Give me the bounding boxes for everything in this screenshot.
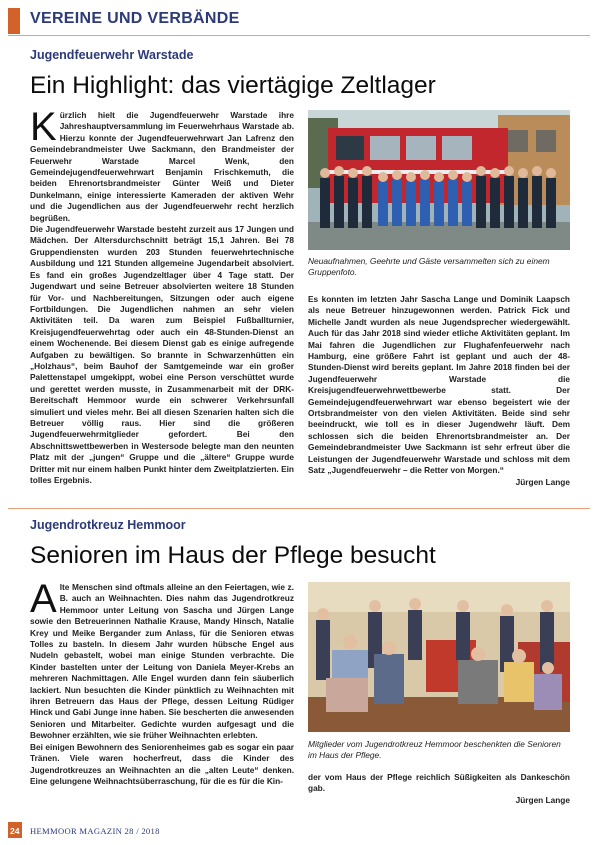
article2-dropcap: A	[30, 577, 57, 621]
article1-intro: ürzlich hielt die Jugendfeuerwehr Warstade ihre Jahreshauptversammlung im Feuerwehrhaus Warstade ab. Hierzu konnte der Jugendfeuerwehrwart Jan Lafrenz den Gemeindebrandmeister Uwe Sackmann, den Brandmeister der Feuerwehr Warstade Marcel Wenk, den Gemeindejugendfeuerwehrwart Benjamin Frischkemuth, die beiden Ehrenortsbrandmeister Günter Weiß und Dieter Dunkelmann, einige interessierte Kameraden der aktiven Wehr und die Jugendlichen aus der Jugendfeuerwehr recht herzlich begrüßen.	[30, 110, 294, 223]
article2-org: Jugendrotkreuz Hemmoor	[30, 518, 186, 532]
article1-author: Jürgen Lange	[515, 476, 570, 487]
page-number: 24	[10, 826, 20, 836]
article2-column-right	[308, 772, 570, 806]
article1-photo-caption: Neuaufnahmen, Geehrte und Gäste versammelten sich zu einem Gruppenfoto.	[308, 256, 550, 277]
article1-org: Jugendfeuerwehr Warstade	[30, 48, 194, 62]
article2-photo-caption: Mitglieder vom Jugendrotkreuz Hemmoor beschenkten die Senioren im Haus der Pflege.	[308, 739, 561, 760]
article2-intro: lte Menschen sind oftmals alleine an den Feiertagen, wie z. B. auch an Weihnachten. Dies nahm das Jugendrotkreuz Hemmoor unter Leitung von Sascha und Jürgen Lange sowie den Betreuerinnen Nathalie Krause, Mandy Hinsch, Natalie Krey und Meike Bergander zum Anlass, für die Senioren etwas Tolles zu basteln. In diesem Jahr wurden hübsche Engel aus Nudeln gebastelt, wobei man einige Stunden verbrachte. Die Kinder bastelten unter der Leitung von Daniela Meyer-Krebs an mehreren Nachmittagen. Alle Engel wurden dann fein säuberlich lackiert. Nun besuchten die Kinder pünktlich zu Weihnachten mit ihren Betreuern das Haus der Pflege, dessen Leitung Rüdiger Hinck und Gabi Junge inne haben. Sie bescherten die anwesenden Senioren und Mitarbeiter. Gedichte wurden aufgesagt und die Bewohner erzählten, wie sie früher Weihnachten erlebten.	[30, 582, 294, 741]
article2-continued: der vom Haus der Pflege reichlich Süßigkeiten als Dankeschön gab.	[308, 772, 570, 794]
magazine-footer: HEMMOOR MAGAZIN 28 / 2018	[30, 826, 160, 836]
article1-column-right	[308, 294, 570, 488]
article1-continued: Es konnten im letzten Jahr Sascha Lange und Dominik Laapsch als neue Betreuer hinzugewonnen werden. Patrick Fick und Michelle Jandt wurden als neue Jugendsprecher wiedergewählt. Auch für das Jahr 2018 sind wieder etliche Aktivitäten geplant. Im Mai fahren die Jugendlichen zur Flughafenfeuerwehr nach Hamburg, eine größere Fahrt ist geplant und auch der 48-Stunden-Dienst wird bereits geplant. Im Jahre 2018 finden bei der Jugendfeuerwehr Warstade die Kreisjugendfeuerwehrwettbewerbe statt. Der Gemeindejugendfeuerwehrwart war ebenso begeistert wie der Ortsbrandmeister von den vielen Aktivitäten. Beide sind sehr beeindruckt, wie toll es in dieser Jugendwehr läuft. Dem schlossen sich die beiden Ehrenortsbrandmeister an. Der Gemeindebrandmeister Uwe Sackmann ist sehr erfreut über die Leistungen der Jugendfeuerwehr Warstade und schloss mit dem Satz „Jugendfeuerwehr – die Retter von Morgen.“	[308, 294, 570, 476]
fire-department-group-photo	[308, 110, 570, 250]
article2-column-left	[30, 577, 294, 787]
header-accent-bar	[8, 8, 20, 34]
article1-column-left	[30, 105, 294, 486]
section-title: VEREINE UND VERBÄNDE	[30, 10, 240, 27]
article1-body: Die Jugendfeuerwehr Warstade besteht zurzeit aus 17 Jungen und Mädchen. Der Altersdurchschnitt beträgt 15,1 Jahren. Bei 78 Gruppendiensten wurden 203 Stunden feuerwehrtechnische Ausbildung und 121 Stunden allgemeine Jugendarbeit absolviert. Es fand ein großes Jugendzeltlager über 4 Tage statt. Der Jugendwart und seine Betreuer absolvierten weitere 18 Stunden für Vor- und Nachbereitungen, Sitzungen oder auch eigene Fortbildungen. Die Jugendlichen nahmen an sehr vielen Aktivitäten teil. Da waren zum Beispiel Fußballturnier, Kreisjugendfeuerwehrtag oder auch ein 48-Stunden-Dienst an einem Wochenende. Bei diesem Dienst gab es einige aufregende Aufgaben zu bewältigen. So brannte in Schwarzenhütten ein „Holzhaus“, beim Bauhof der Samtgemeinde war ein großer Palettenstapel umgekippt, wobei eine Person verschüttet wurde und gerettet werden musste, in Zusammenarbeit mit der DRK-Bereitschaft Hemmoor wurde ein schwerer Verkehrsunfall simuliert und vieles mehr. Bei all diesen Szenarien halten sich die Betreuer völlig raus. Hier sind die größeren Jugendfeuerwehrmitglieder gefordert. Bei den Abschnittswettbewerben in Westersode belegte man den neunten Platz mit der „jungen“ Gruppe und die „ältere“ Gruppe wurde Dritter mit nur einem halben Punkt hinter dem Zweitplatzierten. Ein tolles Ergebnis.	[30, 224, 294, 485]
seniors-group-photo	[308, 582, 570, 732]
article2-body: Bei einigen Bewohnern des Seniorenheimes gab es sogar ein paar Tränen. Viele waren hocherfreut, dass die Kinder des Jugendrotkreuzes an Weihnachten an die „alten Leute“ denken. Eine gelungene Weihnachtsüberraschung, für die es für die Kin-	[30, 741, 294, 786]
article2-author: Jürgen Lange	[515, 794, 570, 805]
article1-headline: Ein Highlight: das viertägige Zeltlager	[30, 72, 436, 99]
header-rule	[8, 35, 590, 36]
article1-dropcap: K	[30, 105, 57, 149]
article-divider	[8, 508, 590, 509]
article2-headline: Senioren im Haus der Pflege besucht	[30, 542, 436, 569]
